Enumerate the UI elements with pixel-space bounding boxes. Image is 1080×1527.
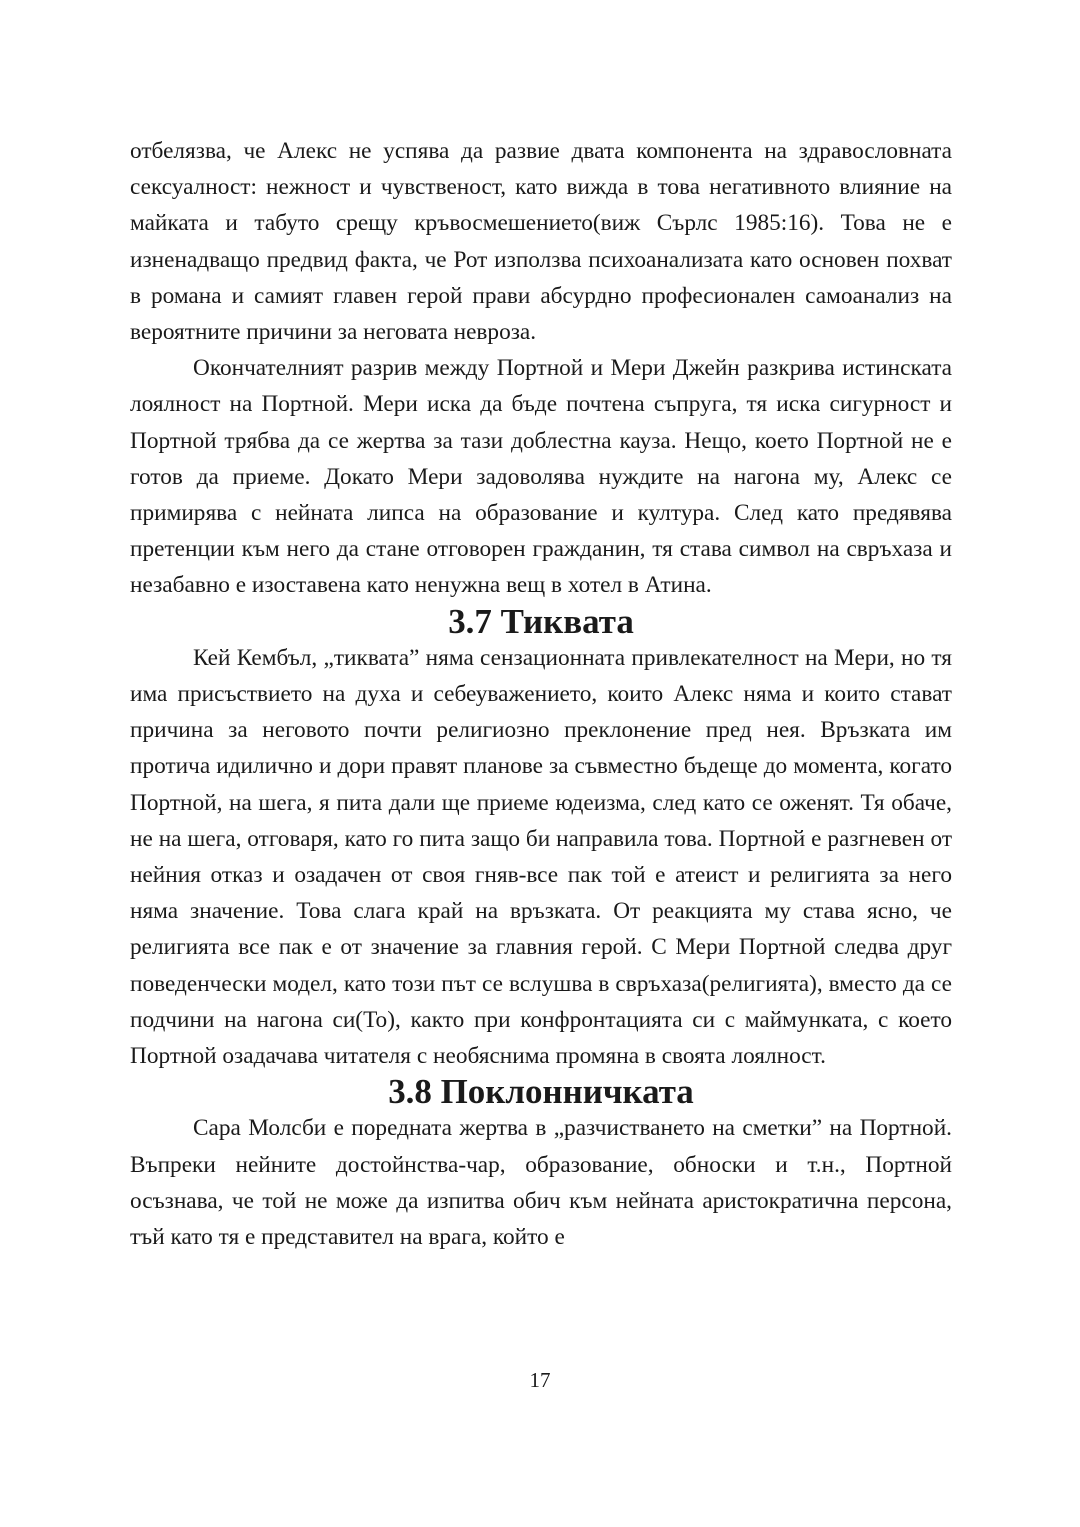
paragraph-2: Окончателният разрив между Портной и Мери Джейн разкрива истинската лоялност на Портной. Мери иска да бъде почтена съпруга, тя иска сигурност и Портной трябва да се жертва за тази доблестна кауза. Нещо, което Портной не е готов да приеме. Докато Мери задоволява нуждите на нагона му, Алекс се примирява с нейната липса на образование и култура. След като предявява претенции към него да стане отговорен гражданин, тя става символ на свръхаза и незабавно е изоставена като ненужна вещ в хотел в Атина. [130,355,952,599]
section-heading-3-8: 3.8 Поклонничката [388,1072,694,1112]
paragraph-4: Сара Молсби е поредната жертва в „разчистването на сметки” на Портной. Въпреки нейните достойнства-чар, образование, обноски и т.н., Портной осъзнава, че той не може да изпитва обич към нейната аристократична персона, тъй като тя е представител на врага, който е [130,1115,952,1251]
paragraph-1: отбелязва, че Алекс не успява да развие двата компонента на здравословната сексуалност: нежност и чувственост, като вижда в това негативното влияние на майката и табуто срещу кръвосмешението(виж Сърлс 1985:16). Това не е изненадващо предвид факта, че Рот използва психоанализата като основен похват в романа и самият главен герой прави абсурдно професионален самоанализ на вероятните причини за неговата невроза. [130,138,952,346]
document-page [130,133,952,1255]
page-number: 17 [529,1368,551,1392]
paragraph-3: Кей Кембъл, „тиквата” няма сензационната привлекателност на Мери, но тя има присъствието на духа и себеуважението, които Алекс няма и които стават причина за неговото почти религиозно преклонение пред нея. Връзката им протича идилично и дори правят планове за съвместно бъдеще до момента, когато Портной, на шега, я пита дали ще приеме юдеизма, след като се оженят. Тя обаче, не на шега, отговаря, като го пита защо би направила това. Портной е разгневен от нейния отказ и озадачен от своя гняв-все пак той е атеист и религията за него няма значение. Това слага край на връзката. От реакцията му става ясно, че религията все пак е от значение за главния герой. С Мери Портной следва друг поведенчески модел, като този път се вслушва в свръхаза(религията), вместо да се подчини на нагона си(То), както при конфронтацията си с маймунката, с което Портной озадачава читателя с необяснима промяна в своята лоялност. [130,644,952,1070]
section-heading-3-7: 3.7 Тиквата [448,601,634,641]
